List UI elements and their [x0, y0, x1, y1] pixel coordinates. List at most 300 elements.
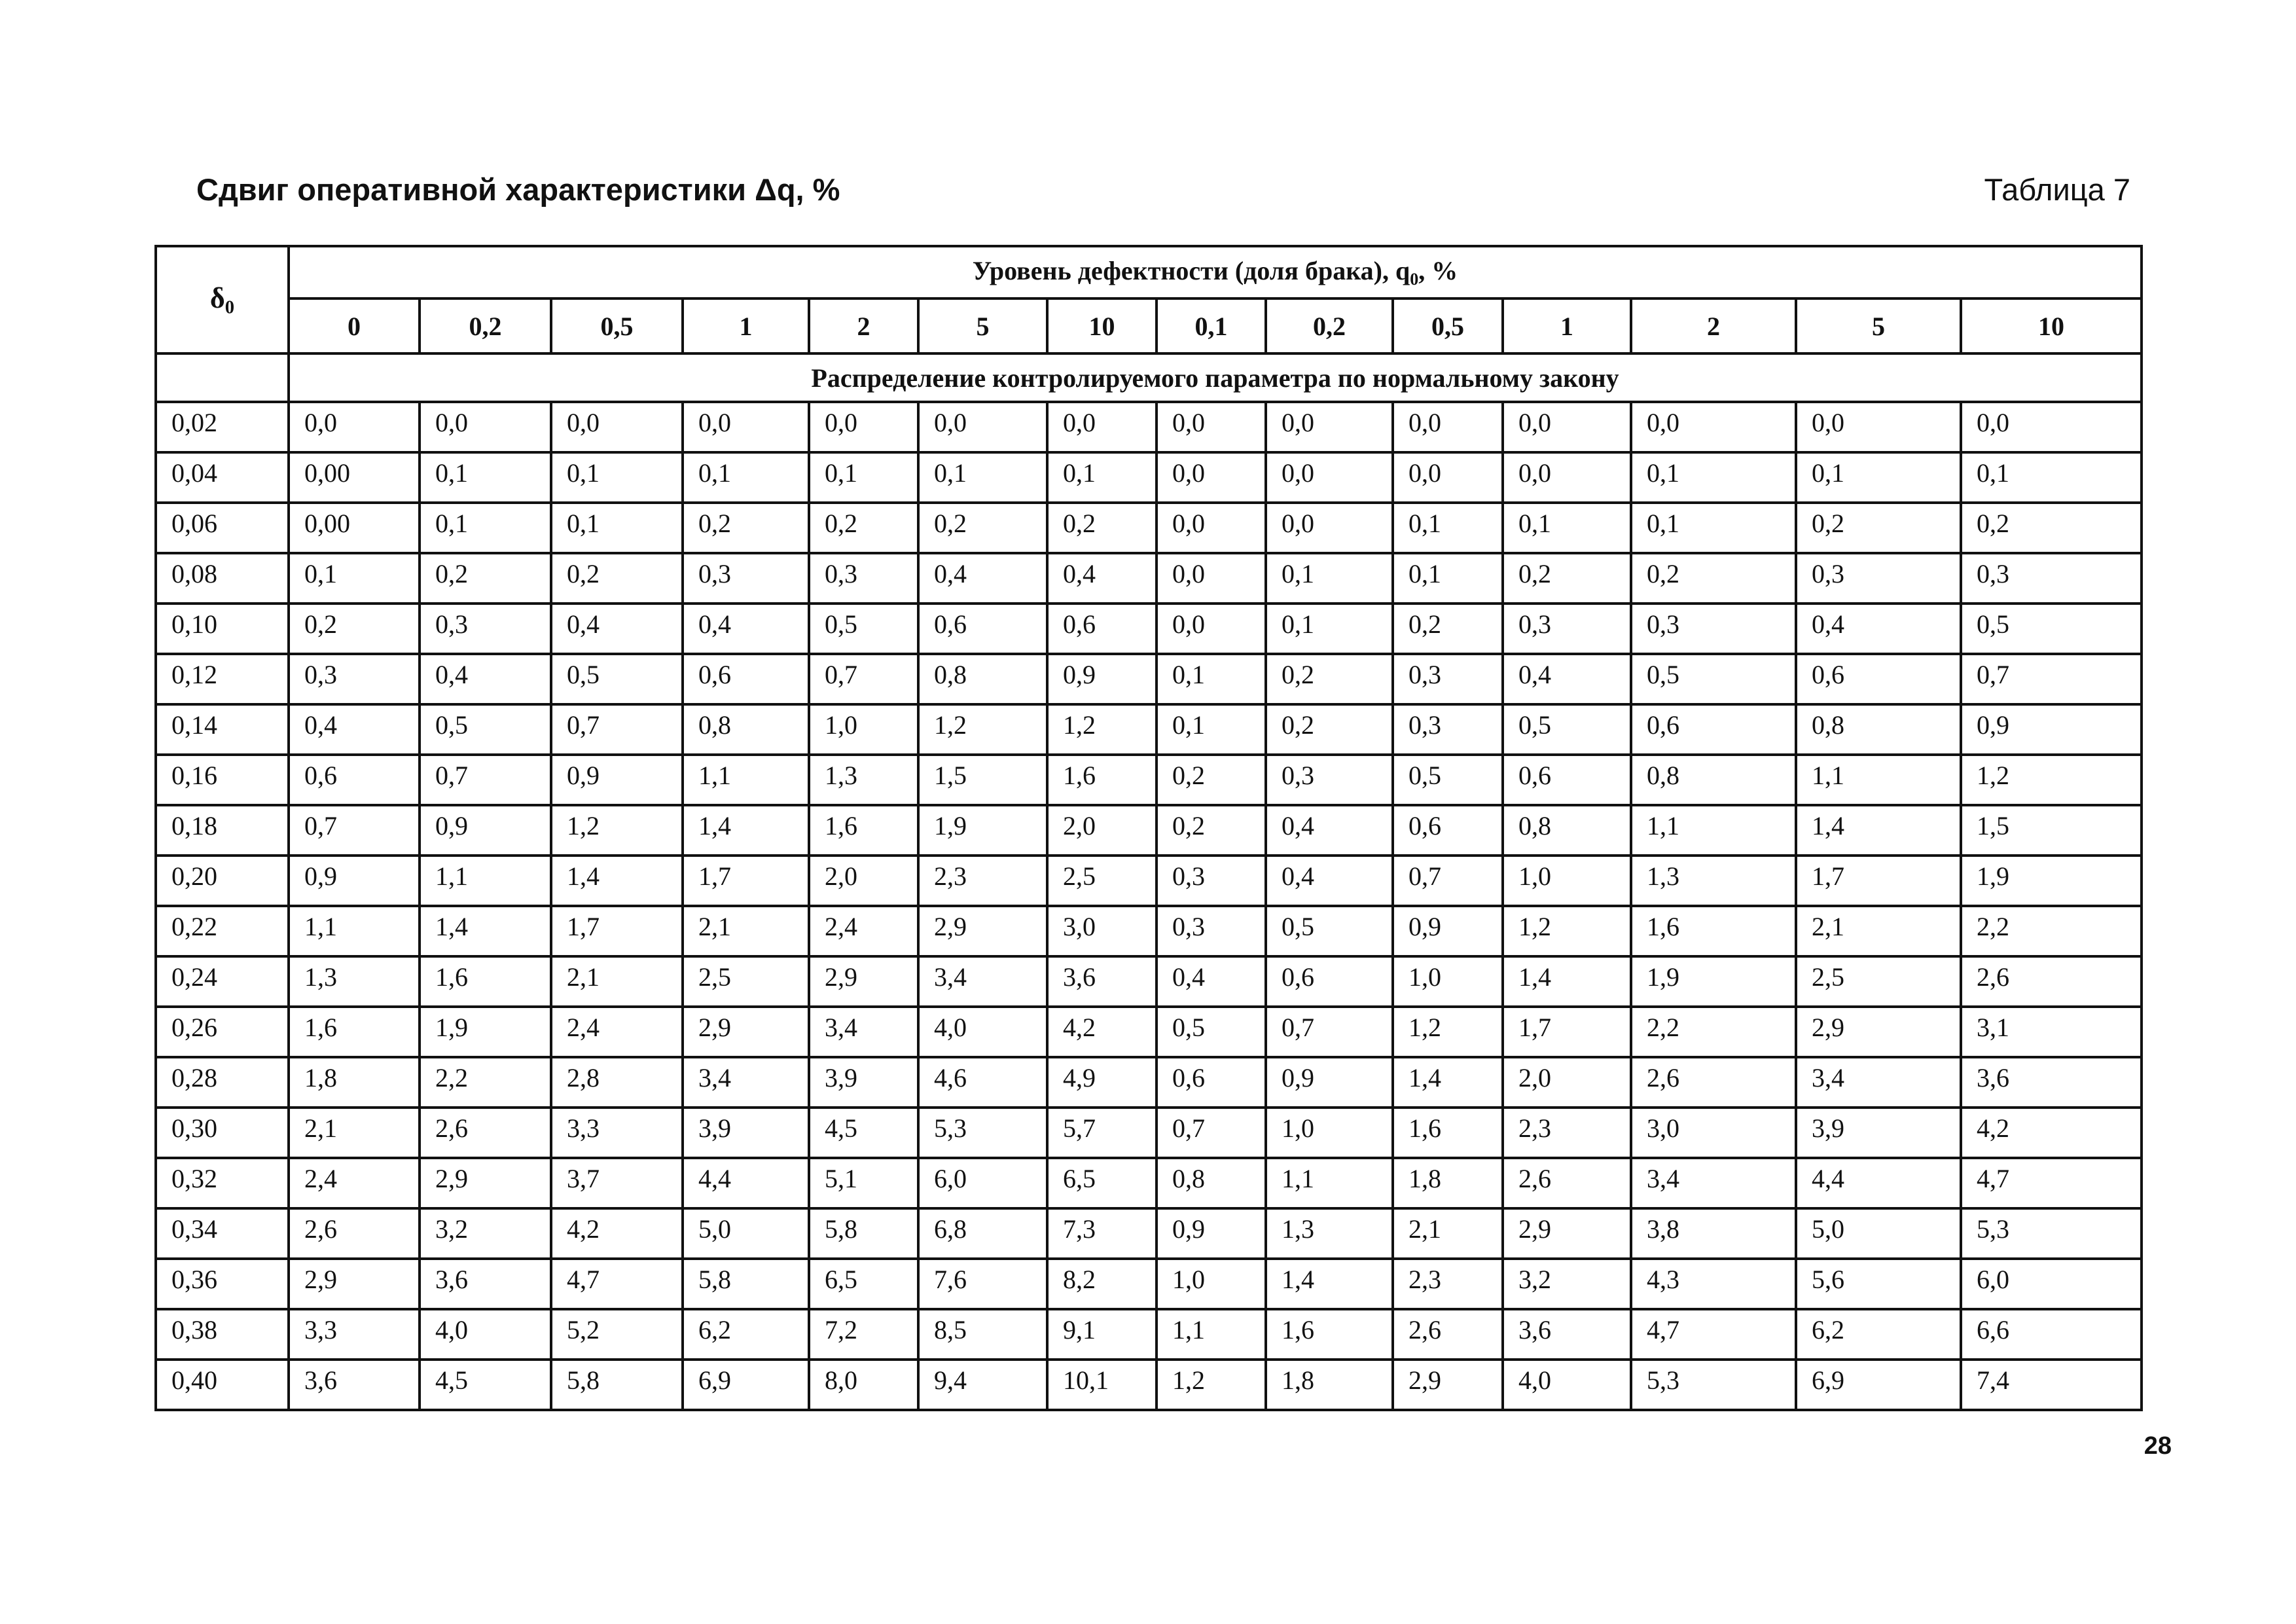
- table-cell: 2,5: [1796, 956, 1961, 1007]
- table-cell: 2,9: [420, 1158, 551, 1208]
- table-cell: 0,5: [551, 654, 683, 704]
- column-header: 0,2: [1266, 298, 1393, 353]
- delta-value-cell: 0,24: [156, 956, 289, 1007]
- table-cell: 0,5: [1631, 654, 1796, 704]
- column-header: 2: [809, 298, 918, 353]
- table-cell: 4,0: [1503, 1360, 1631, 1410]
- table-cell: 0,9: [1961, 704, 2142, 755]
- table-cell: 0,4: [1047, 553, 1157, 604]
- table-cell: 2,4: [289, 1158, 420, 1208]
- table-cell: 0,1: [1047, 452, 1157, 503]
- table-cell: 2,9: [1503, 1208, 1631, 1259]
- table-row: [156, 604, 2142, 654]
- table-cell: 1,6: [1631, 906, 1796, 956]
- table-cell: 0,3: [1266, 755, 1393, 805]
- column-header: 0,5: [551, 298, 683, 353]
- defect-level-suffix: , %: [1418, 256, 1458, 286]
- table-cell: 0,6: [1047, 604, 1157, 654]
- table-cell: 0,3: [1393, 704, 1503, 755]
- table-cell: 0,5: [1503, 704, 1631, 755]
- table-cell: 1,1: [420, 856, 551, 906]
- table-cell: 1,9: [918, 805, 1047, 856]
- table-cell: 0,6: [683, 654, 809, 704]
- table-cell: 0,1: [1503, 503, 1631, 553]
- table-cell: 2,0: [1047, 805, 1157, 856]
- table-cell: 3,9: [809, 1057, 918, 1108]
- data-table: [154, 245, 2143, 1411]
- table-cell: 0,3: [1503, 604, 1631, 654]
- table-cell: 1,8: [1266, 1360, 1393, 1410]
- table-cell: 0,0: [1266, 402, 1393, 452]
- table-row: [156, 654, 2142, 704]
- table-cell: 0,4: [683, 604, 809, 654]
- table-cell: 0,1: [918, 452, 1047, 503]
- table-cell: 0,0: [1393, 452, 1503, 503]
- defect-level-header: [289, 246, 2142, 298]
- table-cell: 0,7: [420, 755, 551, 805]
- table-row: [156, 1158, 2142, 1208]
- table-cell: 0,3: [683, 553, 809, 604]
- column-header: 10: [1047, 298, 1157, 353]
- table-cell: 0,3: [1961, 553, 2142, 604]
- table-cell: 0,9: [1157, 1208, 1266, 1259]
- table-cell: 1,3: [1266, 1208, 1393, 1259]
- table-cell: 0,2: [1393, 604, 1503, 654]
- table-cell: 1,6: [1393, 1108, 1503, 1158]
- table-cell: 0,1: [551, 452, 683, 503]
- delta-value-cell: 0,20: [156, 856, 289, 906]
- table-cell: 2,1: [683, 906, 809, 956]
- table-cell: 3,2: [1503, 1259, 1631, 1309]
- table-row: [156, 1007, 2142, 1057]
- table-cell: 2,1: [289, 1108, 420, 1158]
- table-cell: 0,0: [1961, 402, 2142, 452]
- table-cell: 0,4: [551, 604, 683, 654]
- table-cell: 0,5: [809, 604, 918, 654]
- table-row: [156, 856, 2142, 906]
- table-cell: 1,6: [1266, 1309, 1393, 1360]
- table-cell: 4,7: [551, 1259, 683, 1309]
- column-header: 0,5: [1393, 298, 1503, 353]
- table-cell: 3,6: [1047, 956, 1157, 1007]
- table-cell: 0,00: [289, 452, 420, 503]
- delta-value-cell: 0,06: [156, 503, 289, 553]
- table-cell: 2,9: [809, 956, 918, 1007]
- table-cell: 3,7: [551, 1158, 683, 1208]
- table-cell: 6,5: [809, 1259, 918, 1309]
- delta-value-cell: 0,38: [156, 1309, 289, 1360]
- table-cell: 0,1: [1157, 704, 1266, 755]
- table-cell: 4,5: [809, 1108, 918, 1158]
- table-cell: 0,6: [1631, 704, 1796, 755]
- table-cell: 0,5: [1157, 1007, 1266, 1057]
- table-cell: 3,0: [1047, 906, 1157, 956]
- table-cell: 9,1: [1047, 1309, 1157, 1360]
- table-cell: 2,4: [809, 906, 918, 956]
- table-cell: 6,2: [1796, 1309, 1961, 1360]
- table-cell: 0,0: [420, 402, 551, 452]
- delta-value-cell: 0,34: [156, 1208, 289, 1259]
- table-cell: 3,2: [420, 1208, 551, 1259]
- table-cell: 4,4: [1796, 1158, 1961, 1208]
- table-cell: 0,2: [683, 503, 809, 553]
- table-cell: 6,8: [918, 1208, 1047, 1259]
- table-cell: 0,6: [1157, 1057, 1266, 1108]
- table-cell: 8,2: [1047, 1259, 1157, 1309]
- table-cell: 0,1: [683, 452, 809, 503]
- table-cell: 0,1: [420, 503, 551, 553]
- table-cell: 5,8: [683, 1259, 809, 1309]
- table-cell: 0,4: [1503, 654, 1631, 704]
- table-cell: 4,0: [918, 1007, 1047, 1057]
- table-cell: 1,0: [1266, 1108, 1393, 1158]
- table-cell: 1,1: [1157, 1309, 1266, 1360]
- delta-value-cell: 0,08: [156, 553, 289, 604]
- table-cell: 0,9: [289, 856, 420, 906]
- table-cell: 1,6: [809, 805, 918, 856]
- table-cell: 2,0: [1503, 1057, 1631, 1108]
- table-cell: 0,0: [1157, 452, 1266, 503]
- table-cell: 1,8: [289, 1057, 420, 1108]
- table-cell: 0,2: [918, 503, 1047, 553]
- table-cell: 4,3: [1631, 1259, 1796, 1309]
- table-cell: 6,9: [1796, 1360, 1961, 1410]
- delta-value-cell: 0,18: [156, 805, 289, 856]
- table-cell: 1,3: [289, 956, 420, 1007]
- table-cell: 0,1: [1393, 503, 1503, 553]
- table-cell: 0,2: [551, 553, 683, 604]
- delta-value-cell: 0,40: [156, 1360, 289, 1410]
- table-cell: 0,3: [1796, 553, 1961, 604]
- table-cell: 4,2: [1961, 1108, 2142, 1158]
- table-cell: 0,6: [1393, 805, 1503, 856]
- delta-value-cell: 0,04: [156, 452, 289, 503]
- table-cell: 4,2: [1047, 1007, 1157, 1057]
- table-cell: 0,1: [1266, 604, 1393, 654]
- delta-header: [156, 246, 289, 353]
- delta-value-cell: 0,14: [156, 704, 289, 755]
- table-row: [156, 402, 2142, 452]
- table-cell: 2,2: [1631, 1007, 1796, 1057]
- table-cell: 0,2: [289, 604, 420, 654]
- table-cell: 1,1: [1631, 805, 1796, 856]
- table-cell: 2,6: [1631, 1057, 1796, 1108]
- table-cell: 1,6: [420, 956, 551, 1007]
- table-cell: 0,7: [1266, 1007, 1393, 1057]
- table-cell: 2,8: [551, 1057, 683, 1108]
- table-cell: 9,4: [918, 1360, 1047, 1410]
- table-row: [156, 553, 2142, 604]
- table-row: [156, 452, 2142, 503]
- delta-value-cell: 0,10: [156, 604, 289, 654]
- table-row: [156, 1208, 2142, 1259]
- table-cell: 1,6: [289, 1007, 420, 1057]
- table-cell: 2,6: [420, 1108, 551, 1158]
- table-row: [156, 1057, 2142, 1108]
- table-cell: 2,6: [1961, 956, 2142, 1007]
- table-cell: 2,5: [683, 956, 809, 1007]
- table-cell: 0,0: [1047, 402, 1157, 452]
- table-cell: 4,2: [551, 1208, 683, 1259]
- table-cell: 1,9: [420, 1007, 551, 1057]
- table-cell: 0,1: [1631, 452, 1796, 503]
- table-cell: 0,0: [1266, 452, 1393, 503]
- column-header: 10: [1961, 298, 2142, 353]
- table-cell: 1,3: [1631, 856, 1796, 906]
- column-header: 1: [1503, 298, 1631, 353]
- table-cell: 0,3: [420, 604, 551, 654]
- table-cell: 0,7: [289, 805, 420, 856]
- table-cell: 0,2: [420, 553, 551, 604]
- table-cell: 0,6: [1266, 956, 1393, 1007]
- table-cell: 4,7: [1631, 1309, 1796, 1360]
- defect-level-text: Уровень дефектности (доля брака), q: [972, 256, 1410, 286]
- table-cell: 0,2: [1961, 503, 2142, 553]
- table-cell: 1,1: [1796, 755, 1961, 805]
- table-cell: 0,1: [420, 452, 551, 503]
- column-header: 5: [1796, 298, 1961, 353]
- table-cell: 5,3: [918, 1108, 1047, 1158]
- table-cell: 2,2: [420, 1057, 551, 1108]
- table-cell: 0,0: [1157, 402, 1266, 452]
- table-cell: 1,2: [551, 805, 683, 856]
- table-cell: 1,4: [420, 906, 551, 956]
- table-row: [156, 906, 2142, 956]
- table-cell: 0,1: [1796, 452, 1961, 503]
- table-cell: 0,7: [809, 654, 918, 704]
- table-cell: 0,0: [809, 402, 918, 452]
- table-cell: 0,2: [1157, 755, 1266, 805]
- table-cell: 3,8: [1631, 1208, 1796, 1259]
- table-cell: 6,5: [1047, 1158, 1157, 1208]
- table-cell: 1,3: [809, 755, 918, 805]
- table-cell: 8,5: [918, 1309, 1047, 1360]
- table-cell: 0,8: [1503, 805, 1631, 856]
- table-cell: 0,3: [1157, 906, 1266, 956]
- table-cell: 2,6: [289, 1208, 420, 1259]
- table-cell: 1,0: [1157, 1259, 1266, 1309]
- delta-value-cell: 0,02: [156, 402, 289, 452]
- table-cell: 0,4: [1266, 856, 1393, 906]
- table-cell: 4,5: [420, 1360, 551, 1410]
- column-header: 0,2: [420, 298, 551, 353]
- table-cell: 2,3: [918, 856, 1047, 906]
- column-header: 5: [918, 298, 1047, 353]
- table-cell: 1,4: [1796, 805, 1961, 856]
- table-cell: 0,1: [1393, 553, 1503, 604]
- table-cell: 5,8: [809, 1208, 918, 1259]
- table-cell: 0,9: [1266, 1057, 1393, 1108]
- table-cell: 3,0: [1631, 1108, 1796, 1158]
- table-cell: 6,9: [683, 1360, 809, 1410]
- column-header: 1: [683, 298, 809, 353]
- table-cell: 6,2: [683, 1309, 809, 1360]
- table-cell: 2,1: [1796, 906, 1961, 956]
- table-cell: 2,9: [683, 1007, 809, 1057]
- table-cell: 0,0: [1631, 402, 1796, 452]
- table-cell: 6,0: [1961, 1259, 2142, 1309]
- table-cell: 0,3: [1393, 654, 1503, 704]
- table-cell: 0,8: [683, 704, 809, 755]
- table-row: [156, 805, 2142, 856]
- table-cell: 2,6: [1503, 1158, 1631, 1208]
- table-cell: 0,3: [1631, 604, 1796, 654]
- table-cell: 5,3: [1961, 1208, 2142, 1259]
- table-cell: 0,2: [1503, 553, 1631, 604]
- table-row: [156, 1309, 2142, 1360]
- delta-value-cell: 0,28: [156, 1057, 289, 1108]
- table-cell: 7,4: [1961, 1360, 2142, 1410]
- table-cell: 1,4: [1503, 956, 1631, 1007]
- table-cell: 3,4: [809, 1007, 918, 1057]
- table-cell: 0,5: [420, 704, 551, 755]
- table-cell: 0,2: [1631, 553, 1796, 604]
- table-cell: 0,7: [551, 704, 683, 755]
- delta-symbol: δ: [209, 281, 225, 314]
- delta-subscript: 0: [224, 297, 235, 318]
- table-cell: 3,1: [1961, 1007, 2142, 1057]
- table-cell: 1,4: [1393, 1057, 1503, 1108]
- table-cell: 1,0: [809, 704, 918, 755]
- table-cell: 0,9: [1047, 654, 1157, 704]
- empty-corner-cell: [156, 353, 289, 402]
- table-cell: 5,3: [1631, 1360, 1796, 1410]
- table-cell: 5,1: [809, 1158, 918, 1208]
- delta-value-cell: 0,16: [156, 755, 289, 805]
- table-row: [156, 755, 2142, 805]
- table-cell: 0,1: [809, 452, 918, 503]
- table-cell: 0,7: [1961, 654, 2142, 704]
- table-cell: 0,0: [683, 402, 809, 452]
- table-cell: 1,2: [1157, 1360, 1266, 1410]
- table-cell: 0,2: [1266, 704, 1393, 755]
- table-cell: 0,1: [1266, 553, 1393, 604]
- table-cell: 7,3: [1047, 1208, 1157, 1259]
- table-cell: 3,6: [1961, 1057, 2142, 1108]
- table-cell: 0,3: [809, 553, 918, 604]
- table-cell: 0,0: [1503, 452, 1631, 503]
- table-row: [156, 1259, 2142, 1309]
- table-cell: 1,2: [1961, 755, 2142, 805]
- table-cell: 3,4: [1796, 1057, 1961, 1108]
- table-cell: 2,6: [1393, 1309, 1503, 1360]
- table-cell: 4,7: [1961, 1158, 2142, 1208]
- table-cell: 2,5: [1047, 856, 1157, 906]
- table-cell: 1,7: [1796, 856, 1961, 906]
- table-cell: 1,2: [1503, 906, 1631, 956]
- table-cell: 3,4: [918, 956, 1047, 1007]
- column-header: 2: [1631, 298, 1796, 353]
- table-cell: 0,8: [1796, 704, 1961, 755]
- table-cell: 1,4: [1266, 1259, 1393, 1309]
- table-cell: 0,4: [420, 654, 551, 704]
- table-cell: 1,7: [551, 906, 683, 956]
- table-cell: 1,9: [1961, 856, 2142, 906]
- table-cell: 0,1: [551, 503, 683, 553]
- table-cell: 0,5: [1266, 906, 1393, 956]
- table-cell: 4,4: [683, 1158, 809, 1208]
- table-cell: 1,1: [1266, 1158, 1393, 1208]
- column-header: 0,1: [1157, 298, 1266, 353]
- table-cell: 0,0: [1796, 402, 1961, 452]
- table-cell: 0,5: [1393, 755, 1503, 805]
- table-cell: 0,1: [1961, 452, 2142, 503]
- table-cell: 1,8: [1393, 1158, 1503, 1208]
- table-cell: 6,6: [1961, 1309, 2142, 1360]
- table-cell: 1,1: [683, 755, 809, 805]
- table-cell: 1,0: [1503, 856, 1631, 906]
- table-label: Таблица 7: [1984, 172, 2130, 207]
- table-cell: 5,7: [1047, 1108, 1157, 1158]
- table-cell: 0,9: [1393, 906, 1503, 956]
- table-cell: 0,0: [289, 402, 420, 452]
- table-cell: 1,7: [1503, 1007, 1631, 1057]
- table-cell: 1,9: [1631, 956, 1796, 1007]
- table-cell: 0,4: [1266, 805, 1393, 856]
- delta-value-cell: 0,26: [156, 1007, 289, 1057]
- table-cell: 0,0: [1266, 503, 1393, 553]
- table-cell: 2,1: [551, 956, 683, 1007]
- table-cell: 0,1: [1157, 654, 1266, 704]
- delta-value-cell: 0,36: [156, 1259, 289, 1309]
- table-cell: 1,4: [683, 805, 809, 856]
- table-cell: 4,6: [918, 1057, 1047, 1108]
- table-cell: 0,4: [1796, 604, 1961, 654]
- table-cell: 3,6: [1503, 1309, 1631, 1360]
- defect-level-subscript: 0: [1410, 269, 1419, 289]
- table-cell: 0,2: [1796, 503, 1961, 553]
- table-cell: 7,2: [809, 1309, 918, 1360]
- table-cell: 5,6: [1796, 1259, 1961, 1309]
- table-cell: 0,6: [1796, 654, 1961, 704]
- distribution-label: Распределение контролируемого параметра по нормальному закону: [289, 353, 2142, 402]
- table-cell: 3,6: [289, 1360, 420, 1410]
- table-cell: 3,4: [1631, 1158, 1796, 1208]
- table-cell: 5,0: [1796, 1208, 1961, 1259]
- table-cell: 0,8: [1157, 1158, 1266, 1208]
- table-cell: 0,2: [1157, 805, 1266, 856]
- table-cell: 0,2: [1266, 654, 1393, 704]
- table-cell: 2,2: [1961, 906, 2142, 956]
- page-number: 28: [2144, 1432, 2172, 1460]
- table-cell: 3,3: [289, 1309, 420, 1360]
- table-cell: 0,0: [1503, 402, 1631, 452]
- table-cell: 0,3: [1157, 856, 1266, 906]
- table-cell: 0,0: [1157, 503, 1266, 553]
- table-cell: 0,4: [1157, 956, 1266, 1007]
- table-cell: 0,9: [551, 755, 683, 805]
- table-cell: 3,9: [1796, 1108, 1961, 1158]
- table-title: Сдвиг оперативной характеристики Δq, %: [196, 172, 840, 207]
- delta-value-cell: 0,22: [156, 906, 289, 956]
- table-cell: 0,6: [289, 755, 420, 805]
- table-cell: 8,0: [809, 1360, 918, 1410]
- table-cell: 0,0: [1157, 553, 1266, 604]
- table-cell: 0,3: [289, 654, 420, 704]
- table-cell: 1,4: [551, 856, 683, 906]
- table-cell: 0,8: [918, 654, 1047, 704]
- table-cell: 0,8: [1631, 755, 1796, 805]
- table-cell: 1,0: [1393, 956, 1503, 1007]
- table-cell: 10,1: [1047, 1360, 1157, 1410]
- table-cell: 0,0: [918, 402, 1047, 452]
- table-cell: 0,4: [918, 553, 1047, 604]
- table-cell: 3,3: [551, 1108, 683, 1158]
- table-row: [156, 1360, 2142, 1410]
- table-cell: 0,0: [1393, 402, 1503, 452]
- table-cell: 0,2: [1047, 503, 1157, 553]
- table-cell: 5,2: [551, 1309, 683, 1360]
